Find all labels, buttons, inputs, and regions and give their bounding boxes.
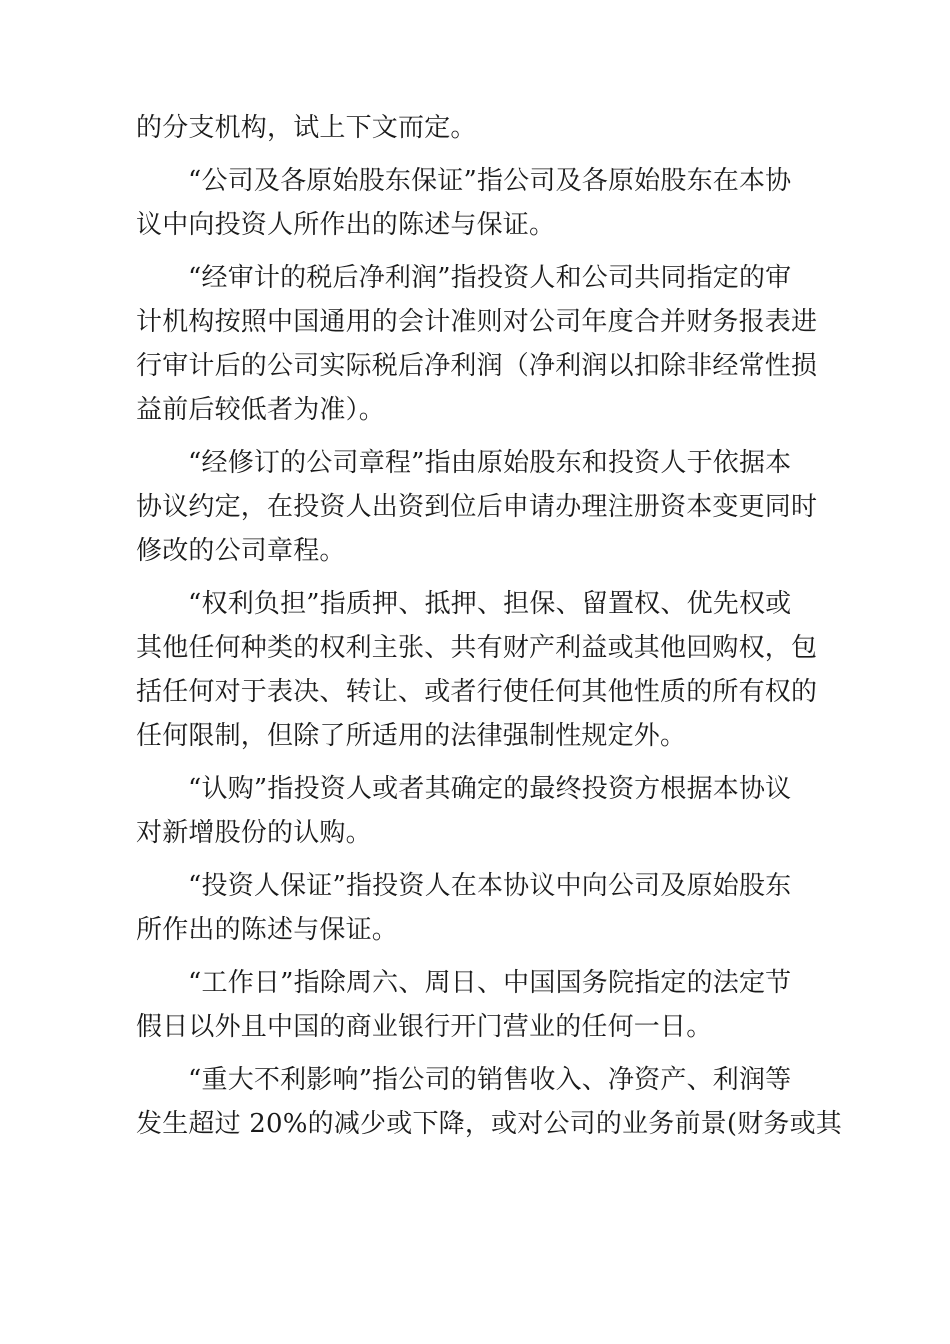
paragraph-shareholder-warranty [136, 159, 806, 247]
text-line: 协议约定，在投资人出资到位后申请办理注册资本变更同时 [136, 492, 818, 522]
text-line: 计机构按照中国通用的会计准则对公司年度合并财务报表进 [136, 307, 818, 337]
text-line: 所作出的陈述与保证。 [136, 915, 399, 945]
paragraph-business-day [136, 961, 806, 1049]
text-line: “公司及各原始股东保证”指公司及各原始股东在本协 [188, 166, 792, 196]
text-line: 发生超过 20%的减少或下降，或对公司的业务前景(财务或其 [136, 1109, 842, 1139]
text-line: “工作日”指除周六、周日、中国国务院指定的法定节 [188, 968, 792, 998]
paragraph-encumbrance [136, 582, 818, 758]
paragraph-amended-articles [136, 441, 818, 573]
text-line: “投资人保证”指投资人在本协议中向公司及原始股东 [188, 871, 792, 901]
text-line: “认购”指投资人或者其确定的最终投资方根据本协议 [188, 774, 792, 804]
text-line: “经修订的公司章程”指由原始股东和投资人于依据本 [188, 448, 792, 478]
text-line: 对新增股份的认购。 [136, 818, 372, 848]
text-line: “重大不利影响”指公司的销售收入、净资产、利润等 [188, 1065, 792, 1095]
text-line: 其他任何种类的权利主张、共有财产利益或其他回购权，包 [136, 633, 818, 663]
text-line: 议中向投资人所作出的陈述与保证。 [136, 210, 556, 240]
document-body [136, 106, 842, 1146]
paragraph-branch [136, 106, 806, 150]
text-line: “权利负担”指质押、抵押、担保、留置权、优先权或 [188, 589, 792, 619]
text-line: 行审计后的公司实际税后净利润（净利润以扣除非经常性损 [136, 351, 818, 381]
paragraph-audited-profit [136, 256, 818, 432]
text-line: “经审计的税后净利润”指投资人和公司共同指定的审 [188, 263, 792, 293]
text-line: 修改的公司章程。 [136, 536, 346, 566]
text-line: 的分支机构，试上下文而定。 [136, 113, 477, 143]
text-line: 任何限制，但除了所适用的法律强制性规定外。 [136, 721, 687, 751]
paragraph-subscription [136, 767, 806, 855]
text-line: 假日以外且中国的商业银行开门营业的任何一日。 [136, 1012, 713, 1042]
text-line: 括任何对于表决、转让、或者行使任何其他性质的所有权的 [136, 677, 818, 707]
text-line: 益前后较低者为准）。 [136, 395, 386, 425]
paragraph-investor-warranty [136, 864, 806, 952]
paragraph-material-adverse-effect [136, 1058, 842, 1146]
